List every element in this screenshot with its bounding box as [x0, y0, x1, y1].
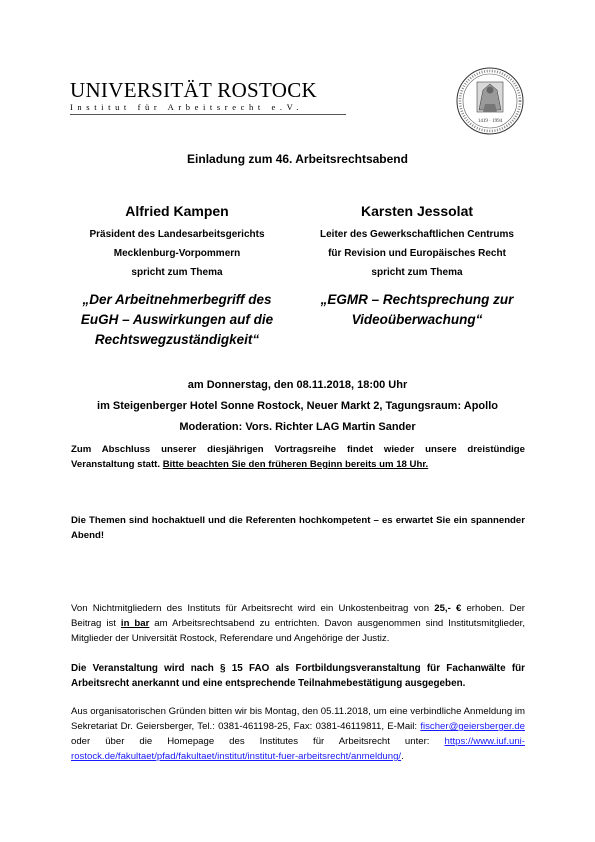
university-seal-logo — [455, 66, 525, 136]
paragraph-text: Zum Abschluss unserer diesjährigen Vortragsreihe findet wieder unsere dreistündige Veranstaltung statt. — [71, 444, 525, 470]
speaker-role-line: Leiter des Gewerkschaftlichen Centrums — [320, 229, 514, 240]
event-moderation: Moderation: Vors. Richter LAG Martin Sander — [179, 421, 416, 433]
speaker-right — [297, 203, 537, 330]
speaker-role-line: Mecklenburg-Vorpommern — [113, 248, 241, 259]
registration-url-link[interactable]: https://www.iuf.uni-rostock.de/fakultaet/pfad/fakultaet/institut/institut-fuer-arbeitsrecht/anmeldung/ — [71, 736, 525, 762]
early-start-notice: Bitte beachten Sie den früheren Beginn bereits um 18 Uhr. — [162, 459, 429, 470]
speaker-role-line: spricht zum Thema — [131, 267, 223, 278]
header-divider — [70, 114, 346, 115]
paragraph-certification: Die Veranstaltung wird nach § 15 FAO als Fortbildungsveranstaltung für Fachanwälte für Arbeitsrecht anerkannt und eine entsprechende Teilnahmebestätigung ausgegeben. — [71, 663, 525, 689]
paragraph-text: Aus organisatorischen Gründen bitten wir bis Montag, den 05.11.2018, um eine verbindliche Anmeldung im Sekretariat Dr. Geiersberger, Tel.: 0381-461198-25, Fax: 0381-46119811, E-Mail: — [71, 706, 525, 732]
speaker-role-line: für Revision und Europäisches Recht — [328, 248, 506, 259]
talk-title-line: Rechtswegzuständigkeit“ — [94, 332, 260, 347]
speaker-name: Alfried Kampen — [125, 203, 229, 219]
paragraph-text: erhoben. Der Beitrag ist — [71, 603, 525, 629]
talk-title — [297, 290, 537, 330]
talk-title-line: „EGMR – Rechtsprechung zur — [320, 292, 514, 307]
talk-title-line: Videoüberwachung“ — [351, 312, 483, 327]
speaker-role-line: spricht zum Thema — [371, 267, 463, 278]
speaker-name: Karsten Jessolat — [360, 203, 474, 219]
paragraph-fee — [71, 601, 525, 646]
event-details — [0, 375, 595, 438]
speaker-left — [57, 203, 297, 350]
talk-title — [57, 290, 297, 350]
cash-only-notice: in bar — [120, 618, 150, 629]
institute-name: Institut für Arbeitsrecht e.V. — [70, 102, 303, 112]
paragraph-text: . — [401, 751, 404, 762]
invitation-title: Einladung zum 46. Arbeitsrechtsabend — [187, 152, 408, 166]
talk-title-line: EuGH – Auswirkungen auf die — [80, 312, 274, 327]
talk-title-line: „Der Arbeitnehmerbegriff des — [82, 292, 272, 307]
fee-amount: 25,- € — [434, 603, 462, 614]
speaker-role-line: Präsident des Landesarbeitsgerichts — [89, 229, 265, 240]
paragraph-text: oder über die Homepage des Institutes für Arbeitsrecht unter: — [71, 736, 445, 747]
paragraph-text: Von Nichtmitgliedern des Instituts für Arbeitsrecht wird ein Unkostenbeitrag von — [71, 603, 435, 614]
event-date: am Donnerstag, den 08.11.2018, 18:00 Uhr — [187, 379, 408, 391]
paragraph-closing-event — [71, 442, 525, 472]
email-link[interactable]: fischer@geiersberger.de — [420, 721, 525, 732]
university-name: UNIVERSITÄT ROSTOCK — [70, 78, 318, 102]
paragraph-text: am Arbeitsrechtsabend zu entrichten. Davon ausgenommen sind Institutsmitglieder, Mitglieder der Universität Rostock, Referendare und Angehörige der Justiz. — [71, 618, 525, 644]
paragraph-topics: Die Themen sind hochaktuell und die Referenten hochkompetent – es erwartet Sie ein spannender Abend! — [71, 515, 525, 541]
seal-years: 1419 · 1994 — [477, 119, 503, 124]
event-venue: im Steigenberger Hotel Sonne Rostock, Neuer Markt 2, Tagungsraum: Apollo — [97, 400, 498, 412]
paragraph-registration — [71, 704, 525, 764]
